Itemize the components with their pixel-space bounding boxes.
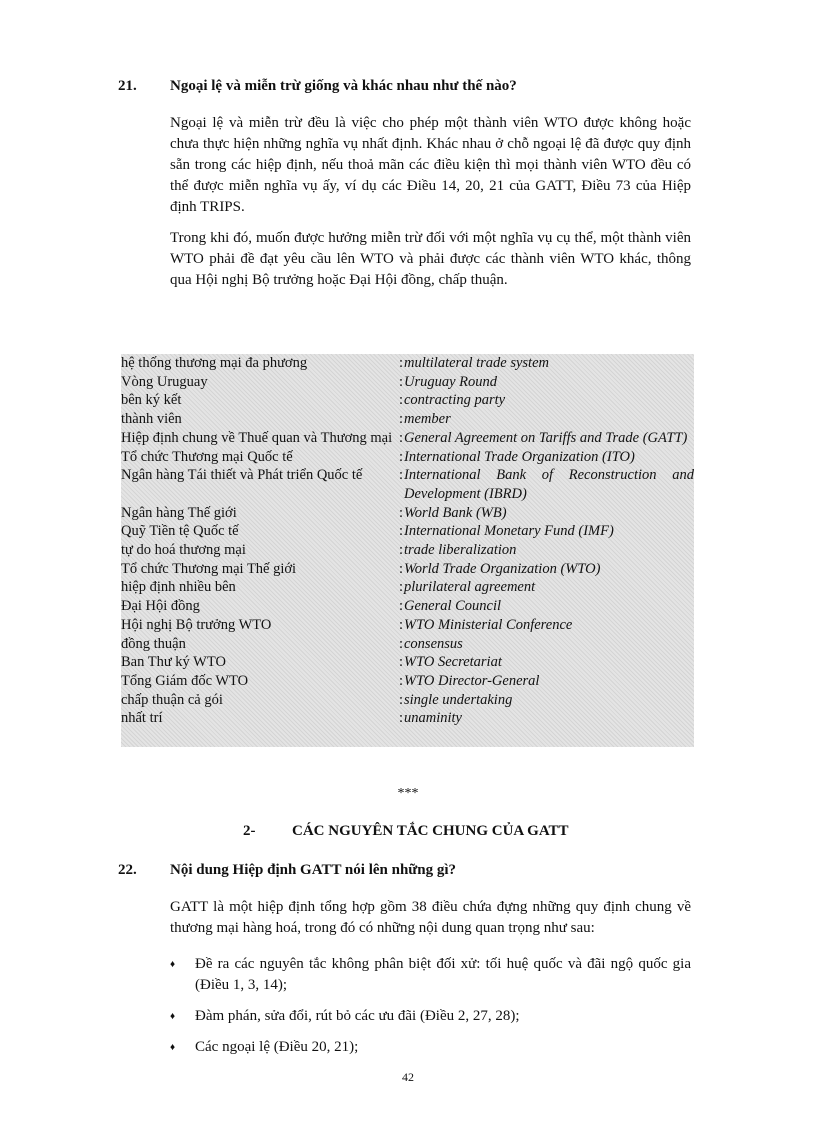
glossary-term-en: International Trade Organization (ITO) [404,448,635,465]
glossary-term-en: General Agreement on Tariffs and Trade (GATT) [404,429,688,446]
glossary-term-en: unaminity [404,710,462,727]
bullet-item [170,954,691,996]
glossary-row [121,448,694,467]
glossary-term-en: WTO Director-General [404,672,540,689]
glossary-separator: : [399,616,404,633]
glossary-term-en: WTO Secretariat [404,654,502,671]
glossary-term-en: multilateral trade system [404,355,549,371]
glossary-row [121,504,694,523]
glossary-term-en: contracting party [404,392,506,409]
glossary-row [121,672,694,691]
glossary-separator: : [399,635,404,652]
glossary-term-vi: hiệp định nhiều bên [121,579,236,596]
glossary-term-vi: Hiệp định chung về Thuế quan và Thương mại [121,429,393,446]
glossary-term-en: General Council [404,598,502,615]
glossary-row [121,635,694,654]
glossary-term-vi: Ngân hàng Thế giới [121,504,237,521]
glossary-term-en: International Monetary Fund (IMF) [404,523,614,540]
glossary-term-en: World Bank (WB) [404,504,507,521]
glossary-term-en: trade liberalization [404,542,517,559]
glossary-separator: : [399,355,404,371]
question-21-paragraph-1: Ngoại lệ và miễn trừ đều là việc cho phép một thành viên WTO được không hoặc chưa thực hiện những nghĩa vụ nhất định. Khác nhau ở chỗ ngoại lệ đã được quy định sẵn trong các hiệp định, nếu thoả mãn các điều kiện thì mọi thành viên WTO đều có thể được miễn nghĩa vụ ấy, ví dụ các Điều 14, 20, 21 của GATT, Điều 73 của Hiệp định TRIPS. [170,115,691,215]
glossary-row [121,691,694,710]
glossary-term-vi: Tổng Giám đốc WTO [121,672,249,689]
glossary-term-vi: thành viên [121,411,182,428]
glossary-separator: : [399,373,404,390]
glossary-term-vi: nhất trí [121,710,163,727]
glossary-separator: : [399,579,404,596]
glossary-term-en: World Trade Organization (WTO) [404,560,601,577]
section-title: CÁC NGUYÊN TẮC CHUNG CỦA GATT [292,823,569,839]
glossary-term-en: member [404,411,451,428]
glossary-separator: : [399,429,404,446]
glossary-term-vi: hệ thống thương mại đa phương [121,355,308,371]
bullet-text: Đàm phán, sửa đổi, rút bỏ các ưu đãi (Điều 2, 27, 28); [195,1008,520,1024]
glossary-term-vi: Đại Hội đồng [121,598,200,615]
bullet-text: Các ngoại lệ (Điều 20, 21); [195,1039,359,1055]
section-number: 2- [243,823,256,839]
glossary-term-vi: đồng thuận [121,635,186,652]
bullet-item [170,1037,691,1058]
section-divider: *** [397,786,419,801]
glossary-box [121,354,694,747]
glossary-row [121,597,694,616]
glossary-term-vi: chấp thuận cả gói [121,691,223,708]
question-21-title: Ngoại lệ và miễn trừ giống và khác nhau như thế nào? [170,78,517,94]
section-heading [243,823,569,840]
glossary-separator: : [399,411,404,428]
glossary-row [121,410,694,429]
question-22-heading [118,862,456,879]
glossary-row [121,522,694,541]
bullet-diamond-icon: ♦ [170,1042,176,1053]
bullet-text: Đề ra các nguyên tắc không phân biệt đối xử: tối huệ quốc và đãi ngộ quốc gia (Điều 1, 3, 14); [195,956,691,993]
glossary-separator: : [399,598,404,615]
glossary-term-en: WTO Ministerial Conference [404,616,573,633]
glossary-term-en: International Bank of Reconstruction and Development (IBRD) [404,467,694,502]
glossary-separator: : [399,504,404,521]
question-21-heading [118,78,517,95]
glossary-term-en: consensus [404,635,463,652]
glossary-term-vi: Vòng Uruguay [121,373,208,390]
glossary-term-en: plurilateral agreement [404,579,536,596]
glossary-row [121,578,694,597]
question-21-paragraph-2: Trong khi đó, muốn được hưởng miễn trừ đối với một nghĩa vụ cụ thể, một thành viên WTO phải đề đạt yêu cầu lên WTO và phải được các thành viên WTO khác, thông qua Hội nghị Bộ trưởng hoặc Đại Hội đồng, chấp thuận. [170,230,691,288]
glossary-separator: : [399,448,404,465]
glossary-term-en: single undertaking [404,691,513,708]
page-number: 42 [402,1070,414,1084]
glossary-separator: : [399,560,404,577]
question-22-paragraph-1: GATT là một hiệp định tổng hợp gồm 38 điều chứa đựng những quy định chung về thương mại hàng hoá, trong đó có những nội dung quan trọng như sau: [170,899,691,936]
question-22-number: 22. [118,862,137,878]
glossary-separator: : [399,523,404,540]
bullet-diamond-icon: ♦ [170,1011,176,1022]
glossary-separator: : [399,691,404,708]
glossary-term-vi: tự do hoá thương mại [121,542,246,559]
glossary-row [121,616,694,635]
glossary-term-vi: Hội nghị Bộ trưởng WTO [121,616,272,633]
glossary-term-vi: Tổ chức Thương mại Thế giới [121,560,297,577]
glossary-term-vi: Ngân hàng Tái thiết và Phát triển Quốc tế [121,467,363,484]
glossary-row [121,391,694,410]
glossary-row [121,560,694,579]
glossary-separator: : [399,392,404,409]
question-21-number: 21. [118,78,137,94]
glossary-row [121,466,694,503]
glossary-row [121,354,694,373]
glossary-row [121,709,694,728]
bullet-item [170,1006,691,1027]
glossary-row [121,429,694,448]
glossary-term-vi: Quỹ Tiền tệ Quốc tế [121,523,239,540]
glossary-separator: : [399,542,404,559]
glossary-term-vi: Tổ chức Thương mại Quốc tế [121,448,293,465]
glossary-term-vi: bên ký kết [121,392,182,409]
glossary-row [121,653,694,672]
bullet-diamond-icon: ♦ [170,959,176,970]
glossary-separator: : [399,467,404,484]
glossary-term-en: Uruguay Round [404,373,498,390]
glossary-separator: : [399,654,404,671]
question-22-bullet-list [170,954,691,1068]
glossary-separator: : [399,672,404,689]
glossary-term-vi: Ban Thư ký WTO [121,654,226,671]
question-22-title: Nội dung Hiệp định GATT nói lên những gì? [170,862,457,878]
glossary-separator: : [399,710,404,727]
glossary-row [121,541,694,560]
glossary-row [121,373,694,392]
